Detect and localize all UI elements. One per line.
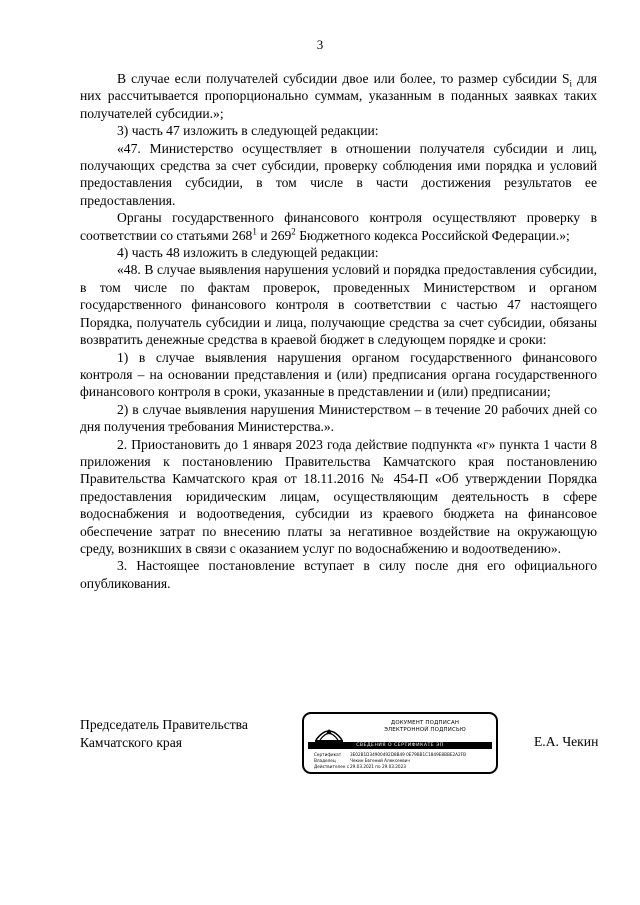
electronic-signature-stamp bbox=[302, 712, 498, 774]
stamp-title bbox=[356, 720, 494, 734]
paragraph: 1) в случае выявления нарушения органом государственного финансового контроля – на основании представления и (или) предписания органа государственного финансового контроля в сроки, указанные в представлении и (или) предписании; bbox=[80, 349, 597, 400]
document-body bbox=[80, 70, 597, 592]
paragraph: 2) в случае выявления нарушения Министерством – в течение 20 рабочих дней со дня получения требования Министерства.». bbox=[80, 401, 597, 435]
paragraph: 4) часть 48 изложить в следующей редакции: bbox=[117, 245, 379, 261]
position-line: Председатель Правительства bbox=[80, 717, 248, 732]
stamp-row: Сертификат 3E02B1D34900492D8B49 0E79BB1C1849E8BBE2A2FB bbox=[314, 752, 466, 757]
paragraph: 2. Приостановить до 1 января 2023 года действие подпункта «г» пункта 1 части 8 приложения к постановлению Правительства Камчатского края постановлению Правительства Камчатского края от 18.11.2016 № 454-П «Об утверждении Порядка предоставления юридическим лицам, осуществляющим деятельность в сфере водоснабжения и водоотведения, субсидии из краевого бюджета на финансовое обеспечение затрат по внесению платы за негативное воздействие на окружающую среду, возникших в связи с оказанием услуг по водоснабжению и водоотведению». bbox=[80, 436, 597, 556]
paragraph: «48. В случае выявления нарушения условий и порядка предоставления субсидии, в том числе по фактам проверок, проведенных Министерством и органом государственного финансового контроля в соответствии с частью 47 настоящего Порядка, получатель субсидии и лица, получающие средства за счет субсидии, обязаны возвратить денежные средства в краевой бюджет в следующем порядке и сроки: bbox=[80, 262, 597, 348]
stamp-row: Владелец Чекин Евгений Алексеевич bbox=[314, 758, 410, 763]
paragraph: Органы государственного финансового контроля осуществляют проверку в соответствии со статьями $268^1$ и $269^2$ Бюджетного кодекса Российской Федерации.»; bbox=[80, 210, 597, 243]
stamp-row: Действителен с29.03.2021 по 29.03.2023 bbox=[314, 764, 406, 769]
signatory-position bbox=[80, 716, 248, 752]
stamp-header-bar: СВЕДЕНИЯ О СЕРТИФИКАТЕ ЭП bbox=[308, 742, 492, 749]
stamp-title-line: ЭЛЕКТРОННОЙ ПОДПИСЬЮ bbox=[384, 727, 466, 733]
page-number: 3 bbox=[316, 37, 324, 52]
paragraph: В случае если получателей субсидии двое или более, то размер субсидии $S_i$ для них рассчитывается пропорционально суммам, указанным в поданных заявках таких получателей субсидии.»; bbox=[80, 71, 597, 121]
paragraph: 3. Настоящее постановление вступает в силу после дня его официального опубликования. bbox=[80, 558, 597, 591]
paragraph: «47. Министерство осуществляет в отношении получателя субсидии и лиц, получающих средства за счет субсидии, проверку соблюдения ими порядка и условий предоставления субсидии, в том числе в части достижения результатов ее предоставления. bbox=[80, 140, 597, 208]
stamp-title-line: ДОКУМЕНТ ПОДПИСАН bbox=[390, 720, 460, 726]
position-line: Камчатского края bbox=[80, 735, 183, 750]
signer-name: Е.А. Чекин bbox=[534, 734, 599, 749]
paragraph: 3) часть 47 изложить в следующей редакции: bbox=[117, 123, 379, 139]
